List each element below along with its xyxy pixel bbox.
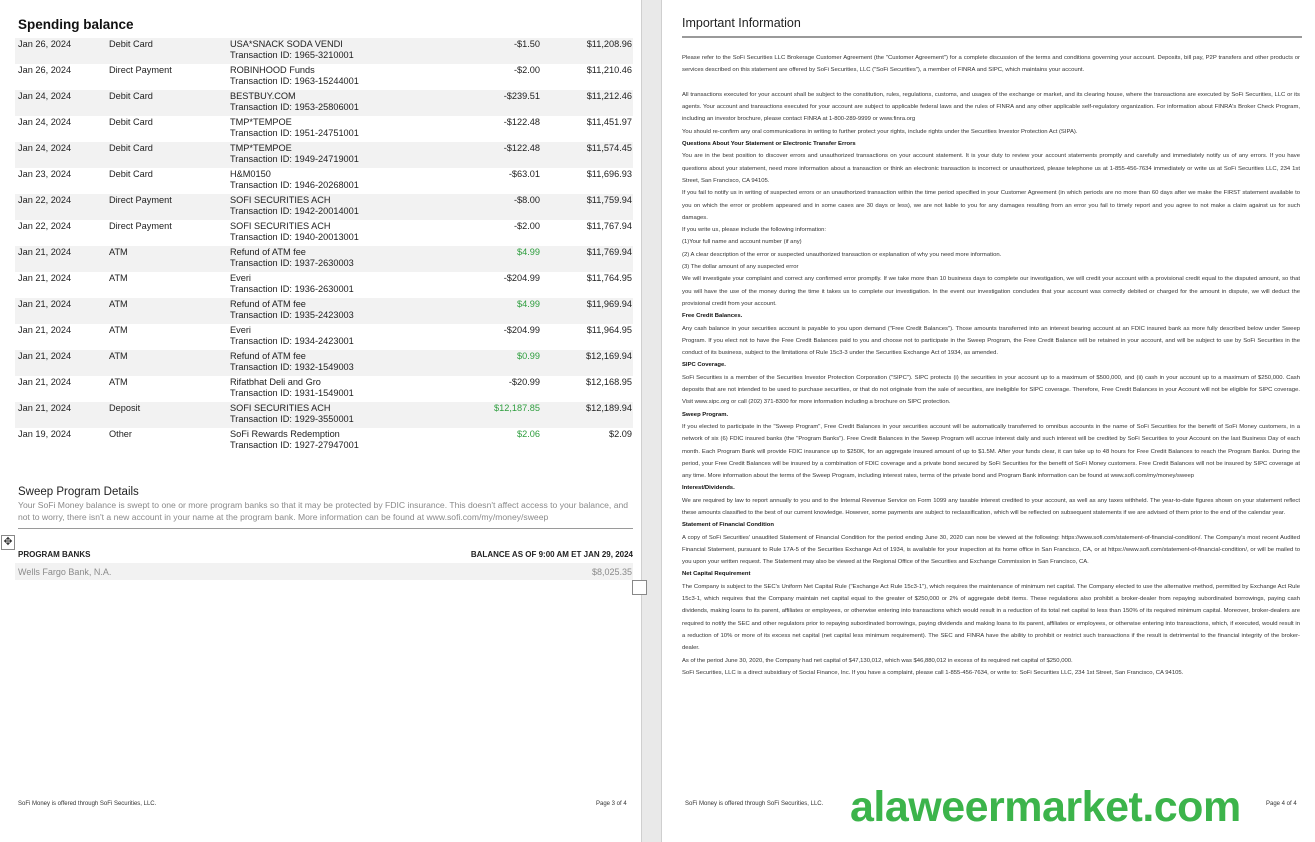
tx-amount: -$204.99 (503, 325, 540, 335)
tx-amount: -$1.50 (470, 38, 540, 64)
tx-date: Jan 23, 2024 (18, 169, 72, 179)
table-row (15, 220, 633, 246)
program-bank-row (15, 563, 633, 580)
tx-amount: $12,187.85 (470, 402, 540, 428)
tx-date: Jan 24, 2024 (15, 90, 109, 116)
section-title-spending-balance: Spending balance (18, 17, 134, 32)
tx-description (230, 402, 470, 428)
tx-id: Transaction ID: 1934-2423001 (230, 336, 354, 346)
paragraph: SoFi Securities is a member of the Securities Investor Protection Corporation ("SIPC"). SIPC protects (i) the securities in your account up to a maximum of $500,000, and (ii) cash in your account up to a maximum of $250,000. Cash deposits that are not intended to be used to purchase securities, or that do not originate from the sale of securities, are ineligible for SIPC coverage. Therefore, Free Credit Balances in your Account will not be eligible for SIPC coverage. Visit www.sipc.org or call (202) 371-8300 for more information including a brochure on SIPC protection. (682, 374, 1300, 406)
section-heading: Statement of Financial Condition (682, 522, 774, 529)
table-row (15, 168, 633, 194)
tx-balance: $11,969.94 (540, 298, 633, 324)
tx-description (230, 246, 470, 272)
program-banks-header (18, 550, 633, 559)
tx-amount: $0.99 (470, 350, 540, 376)
tx-type: Debit Card (109, 142, 230, 168)
tx-date: Jan 22, 2024 (18, 221, 72, 231)
tx-id: Transaction ID: 1932-1549003 (230, 362, 354, 372)
tx-amount: -$63.01 (508, 169, 540, 179)
footer-disclaimer: SoFi Money is offered through SoFi Securities, LLC. (18, 801, 157, 807)
paragraph: Any cash balance in your securities account is payable to you upon demand ("Free Credit Balances"). Those amounts transferred into an interest bearing account at an FDIC insured bank as more fully described below under Sweep Program. If you elect not to have the Free Credit Balances paid to you and choose not to participate in the Sweep Program, the Free Credit Balance will be retained in your account, and will be subject to use by SoFi Securities in the conduct of its business, subject to the limitations of Rule 15c3-3 under the Securities Exchange Act of 1934, as amended. (682, 325, 1300, 357)
table-row (15, 194, 633, 220)
paragraph: (1)Your full name and account number (if any) (682, 239, 802, 246)
statement-page-4 (661, 0, 1315, 842)
tx-date: Jan 21, 2024 (15, 350, 109, 376)
tx-merchant: SOFI SECURITIES ACH (230, 403, 331, 413)
tx-id: Transaction ID: 1946-20268001 (230, 180, 359, 190)
tx-date: Jan 21, 2024 (18, 377, 72, 387)
tx-balance: $11,764.95 (586, 273, 632, 283)
tx-balance: $11,574.45 (540, 142, 633, 168)
tx-description (230, 194, 470, 220)
table-row (15, 246, 633, 272)
tx-balance: $11,759.94 (540, 194, 633, 220)
tx-merchant: USA*SNACK SODA VENDI (230, 39, 343, 49)
paragraph: As of the period June 30, 2020, the Company had net capital of $47,130,012, which was $46,880,012 in excess of its required net capital of $250,000. (682, 657, 1073, 664)
table-row (15, 142, 633, 168)
tx-id: Transaction ID: 1963-15244001 (230, 76, 359, 86)
tx-amount: $4.99 (470, 246, 540, 272)
tx-date: Jan 19, 2024 (18, 429, 72, 439)
tx-balance: $11,696.93 (586, 169, 632, 179)
paragraph: All transactions executed for your account shall be subject to the constitution, rules, regulations, customs, and usages of the exchange or market, and its clearing house, where the transactions are executed by SoFi Securities, LLC or its agents. Your account and transactions executed for your account are subject to applicable federal laws and the rules of FINRA and any other applicable self-regulatory organization. For information about FINRA's Broker Check Program, including an investor brochure, please contact FINRA at 1-800-289-9999 or www.finra.org (682, 91, 1300, 123)
tx-date: Jan 21, 2024 (15, 402, 109, 428)
section-heading: Questions About Your Statement or Electronic Transfer Errors (682, 141, 856, 148)
tx-merchant: SOFI SECURITIES ACH (230, 221, 331, 231)
divider (18, 528, 633, 529)
tx-balance: $11,210.46 (586, 65, 632, 75)
tx-amount: -$122.48 (470, 142, 540, 168)
paragraph: The Company is subject to the SEC's Uniform Net Capital Rule ("Exchange Act Rule 15c3-1"), which requires the maintenance of minimum net capital. The Company elected to use the alternative method, permitted by Exchange Act Rule 15c3-1, which requires that the Company maintain net capital equal to the greater of $250,000 or 2% of aggregate debit items. These regulations also prohibit a broker-dealer from repaying subordinated borrowings, paying cash dividends, making loans to its parent, affiliates or employees, or otherwise entering into transactions which would result in a reduction of its total net capital to less than 150% of its required minimum capital. Moreover, broker-dealers are required to notify the SEC and other regulators prior to repaying subordinated borrowings, paying dividends and making loans to its parent, affiliates or employees, or otherwise entering into transactions, which, if executed, would result in a reduction of 10% or more of its excess net capital (net capital less minimum requirement). The SEC and FINRA have the ability to prohibit or restrict such transactions if the result is detrimental to the financial integrity of the broker-dealer. (682, 583, 1300, 652)
tx-id: Transaction ID: 1935-2423003 (230, 310, 354, 320)
sweep-description: Your SoFi Money balance is swept to one or more program banks so that it may be protected by FDIC insurance. This doesn't affect access to your balance, and not to worry, there isn't a new account in your name at the program bank. More information can be found at www.sofi.com/my/money/sweep (18, 500, 629, 522)
tx-balance: $11,451.97 (586, 117, 632, 127)
sweep-title: Sweep Program Details (18, 486, 139, 498)
paragraph: Please refer to the SoFi Securities LLC Brokerage Customer Agreement (the "Customer Agreement") for a complete discussion of the terms and conditions governing your account. Deposits, bill pay, P2P transfers and other products or services described on this statement are offered by SoFi Securities, LLC ("SoFi Securities"), a member of FINRA and SIPC, which maintains your account. (682, 55, 1300, 74)
section-heading: Sweep Program. (682, 411, 729, 418)
tx-description (230, 350, 470, 376)
tx-date: Jan 26, 2024 (18, 65, 72, 75)
page-number: Page 3 of 4 (596, 801, 627, 807)
tx-id: Transaction ID: 1951-24751001 (230, 128, 359, 138)
tx-amount: $4.99 (470, 298, 540, 324)
tx-id: Transaction ID: 1927-27947001 (230, 440, 359, 450)
tx-merchant: TMP*TEMPOE (230, 117, 292, 127)
tx-type: Debit Card (109, 169, 153, 179)
table-row (15, 376, 633, 402)
tx-id: Transaction ID: 1936-2630001 (230, 284, 354, 294)
important-information-body (682, 52, 1300, 679)
tx-description (230, 90, 470, 116)
tx-type: ATM (109, 298, 230, 324)
tx-amount: $2.06 (517, 429, 540, 439)
tx-type: Deposit (109, 402, 230, 428)
tx-id: Transaction ID: 1949-24719001 (230, 154, 359, 164)
tx-description (230, 38, 470, 64)
footer-disclaimer: SoFi Money is offered through SoFi Securities, LLC. (685, 801, 824, 807)
table-row (15, 38, 633, 64)
tx-merchant: SoFi Rewards Redemption (230, 429, 340, 439)
paragraph: If you elected to participate in the "Sweep Program", Free Credit Balances in your securities account will be automatically transferred to omnibus accounts in the name of SoFi Securities for the benefit of SoFi Money customers, in a network of six (6) FDIC insured banks (the "Program Banks"). Free Credit Balances in the Sweep Program will accrue interest daily and such interest will be credited by SoFi Securities to your Account on the last Business Day of each month. Each Program Bank will provide FDIC insurance up to $250K, for an aggregate insured amount of up to $1.5M. After your funds clear, it can take up to 48 hours for Free Credit Balances to reach the Program Banks. During the period, your Free Credit Balances will be insured by a combination of FDIC coverage and a private bond secured by SoFi Securities for the benefit of SoFi Money customers. Free Credit Balances will not be insured by SIPC coverage at any time. More information about the terms of the Sweep Program, including interest rates, terms of the private bond and Program Bank information can be found at www.sofi.com/my/money/sweep (682, 423, 1300, 480)
table-row (15, 90, 633, 116)
tx-merchant: Refund of ATM fee (230, 247, 306, 257)
tx-type: Debit Card (109, 90, 230, 116)
tx-balance: $12,169.94 (540, 350, 633, 376)
tx-id: Transaction ID: 1942-20014001 (230, 206, 359, 216)
tx-merchant: BESTBUY.COM (230, 91, 296, 101)
tx-type: ATM (109, 325, 128, 335)
tx-description (230, 142, 470, 168)
tx-type: Direct Payment (109, 221, 172, 231)
table-row (15, 116, 633, 142)
tx-date: Jan 21, 2024 (15, 298, 109, 324)
tx-merchant: ROBINHOOD Funds (230, 65, 315, 75)
table-row (15, 272, 633, 298)
table-row (15, 428, 633, 454)
tx-description (230, 324, 470, 350)
tx-merchant: Everi (230, 273, 251, 283)
tx-merchant: Everi (230, 325, 251, 335)
tx-id: Transaction ID: 1929-3550001 (230, 414, 354, 424)
paragraph: If you fail to notify us in writing of suspected errors or an unauthorized transaction within the time period specified in your Customer Agreement (in which periods are no more than 60 days after we make the FIRST statement available to you on which the error or problem appeared and in some cases are 30 days or less), we are not liable to you for any damages resulting from an error you fail to timely report and you agree to not make a claim against us for such damages. (682, 190, 1300, 221)
tx-type: Direct Payment (109, 194, 230, 220)
page-title: Important Information (682, 16, 801, 30)
tx-type: Direct Payment (109, 65, 172, 75)
tx-balance: $11,208.96 (540, 38, 633, 64)
tx-amount: -$122.48 (503, 117, 540, 127)
table-row (15, 350, 633, 376)
paragraph: If you write us, please include the following information: (682, 227, 827, 234)
tx-amount: -$8.00 (470, 194, 540, 220)
tx-type: Debit Card (109, 117, 153, 127)
tx-date: Jan 21, 2024 (18, 325, 72, 335)
bank-name: Wells Fargo Bank, N.A. (18, 567, 112, 577)
tx-amount: -$239.51 (470, 90, 540, 116)
tx-id: Transaction ID: 1953-25806001 (230, 102, 359, 112)
paragraph: We are required by law to report annually to you and to the Internal Revenue Service on Form 1099 any taxable interest credited to your account, as well as any taxes withheld. The year-to-date figures shown on your statement reflect these amounts classified to the best of our current knowledge. However, some payments are subject to reclassification, which will be reflected on subsequent statements if we are advised of them prior to the end of the calendar year. (682, 497, 1300, 516)
tx-id: Transaction ID: 1937-2630003 (230, 258, 354, 268)
tx-balance: $11,212.46 (540, 90, 633, 116)
tx-description (230, 298, 470, 324)
tx-merchant: Refund of ATM fee (230, 351, 306, 361)
divider (682, 36, 1302, 38)
tx-type: Other (109, 429, 132, 439)
statement-page-3 (0, 0, 642, 842)
tx-description (230, 168, 470, 194)
table-row (15, 64, 633, 90)
tx-balance: $12,168.95 (586, 377, 632, 387)
tx-description (230, 220, 470, 246)
paragraph: A copy of SoFi Securities' unaudited Statement of Financial Condition for the period ending June 30, 2020 can now be viewed at the following: https://www.sofi.com/statement-of-financial-condition/. The Company's most recent Audited Financial Statement, pursuant to Rule 17A-5 of the Securities Exchange Act of 1934, is available for your inspection at its home office in San Francisco, CA, or at https://www.sofi.com/statement-of-financial-condition/, or will be mailed to you upon your written request. The Statement may also be viewed at the Regional Office of the Securities and Exchange Commission in San Francisco, CA. (682, 534, 1300, 566)
tx-date: Jan 24, 2024 (18, 117, 72, 127)
tx-balance: $2.09 (609, 429, 632, 439)
tx-balance: $12,189.94 (540, 402, 633, 428)
paragraph: We will investigate your complaint and correct any confirmed error promptly. If we take more than 10 business days to complete our investigation, we will credit your account with a provisional credit equal to the disputed amount, so that you will have the use of the money during the time it takes us to complete our investigation. In the event our investigation concludes that your account was correctly debited or charged for the amount in dispute, we will deduct the provisional credit from your account. (682, 276, 1300, 307)
watermark: alaweermarket.com (850, 783, 1241, 831)
tx-description (230, 272, 470, 298)
tx-description (230, 428, 470, 454)
tx-amount: -$2.00 (513, 221, 540, 231)
transactions-table (15, 38, 633, 454)
tx-id: Transaction ID: 1931-1549001 (230, 388, 354, 398)
tx-date: Jan 21, 2024 (15, 246, 109, 272)
tx-balance: $11,767.94 (586, 221, 632, 231)
paragraph: (3) The dollar amount of any suspected error (682, 264, 799, 271)
col-balance: BALANCE AS OF 9:00 AM ET JAN 29, 2024 (470, 550, 633, 559)
tx-amount: -$2.00 (513, 65, 540, 75)
page-number: Page 4 of 4 (1266, 801, 1297, 807)
tx-description (230, 116, 470, 142)
tx-amount: -$20.99 (508, 377, 540, 387)
section-heading: Interest/Dividends. (682, 485, 735, 492)
paragraph: You should re-confirm any oral communications in writing to further protect your rights, include rights under the Securities Investor Protection Act (SIPA). (682, 128, 1078, 135)
tx-type: ATM (109, 273, 128, 283)
table-row (15, 298, 633, 324)
table-row (15, 402, 633, 428)
checkbox-icon[interactable] (632, 580, 647, 595)
tx-type: Debit Card (109, 38, 230, 64)
section-heading: Free Credit Balances. (682, 313, 743, 320)
table-row (15, 324, 633, 350)
tx-merchant: SOFI SECURITIES ACH (230, 195, 331, 205)
tx-description (230, 376, 470, 402)
move-icon[interactable]: ✥ (1, 535, 15, 550)
tx-type: ATM (109, 350, 230, 376)
col-program-banks: PROGRAM BANKS (18, 550, 91, 559)
tx-merchant: Refund of ATM fee (230, 299, 306, 309)
tx-merchant: Rifatbhat Deli and Gro (230, 377, 321, 387)
section-heading: SIPC Coverage. (682, 362, 726, 369)
tx-type: ATM (109, 246, 230, 272)
tx-date: Jan 22, 2024 (15, 194, 109, 220)
tx-description (230, 64, 470, 90)
tx-date: Jan 24, 2024 (15, 142, 109, 168)
tx-id: Transaction ID: 1940-20013001 (230, 232, 359, 242)
paragraph: SoFi Securities, LLC is a direct subsidiary of Social Finance, Inc. If you have a complaint, please call 1-855-456-7634, or write to: SoFi Securities LLC, 234 1st Street, San Francisco, CA 94105. (682, 669, 1184, 676)
bank-balance: $8,025.35 (591, 567, 632, 577)
tx-merchant: H&M0150 (230, 169, 271, 179)
tx-merchant: TMP*TEMPOE (230, 143, 292, 153)
tx-date: Jan 26, 2024 (15, 38, 109, 64)
tx-date: Jan 21, 2024 (18, 273, 72, 283)
tx-balance: $11,964.95 (586, 325, 632, 335)
tx-balance: $11,769.94 (540, 246, 633, 272)
paragraph: You are in the best position to discover errors and unauthorized transactions on your account statement. It is your duty to review your account statements promptly and carefully and immediately notify us of any errors. If you have questions about your statement, need more information about a transaction or think an electronic transaction is incorrect or unauthorized, please telephone us at 1-855-456-7634 immediately or write us at SoFi Securities LLC, 234 1st Street, San Francisco, CA 94105. (682, 153, 1300, 184)
tx-type: ATM (109, 377, 128, 387)
tx-amount: -$204.99 (503, 273, 540, 283)
section-heading: Net Capital Requirement (682, 571, 751, 578)
paragraph: (2) A clear description of the error or suspected unauthorized transaction or explanation of why you need more information. (682, 251, 1002, 258)
tx-id: Transaction ID: 1965-3210001 (230, 50, 354, 60)
